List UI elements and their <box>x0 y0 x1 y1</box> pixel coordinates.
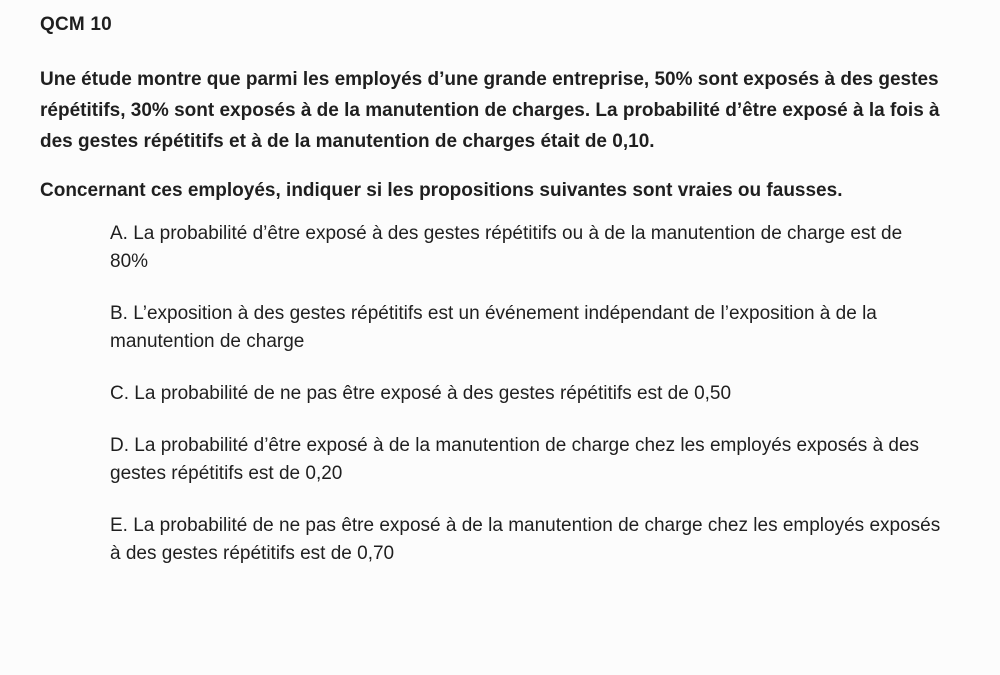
option-d <box>110 432 945 488</box>
option-text: La probabilité de ne pas être exposé à des gestes répétitifs est de 0,50 <box>134 383 732 404</box>
question-statement: Une étude montre que parmi les employés d’une grande entreprise, 50% sont exposés à des gestes répétitifs, 30% sont exposés à de la manutention de charges. La probabilité d’être exposé à la fois à des gestes répétitifs et à de la manutention de charges était de 0,10. <box>40 69 940 152</box>
option-e <box>110 512 945 568</box>
question-title: QCM 10 <box>40 14 112 35</box>
option-a <box>110 220 945 276</box>
option-text: La probabilité d’être exposé à de la manutention de charge chez les employés exposés à des gestes répétitifs est de 0,20 <box>110 435 920 484</box>
option-text: L’exposition à des gestes répétitifs est un événement indépendant de l’exposition à de la manutention de charge <box>110 303 877 352</box>
option-letter: C. <box>110 383 129 404</box>
option-letter: D. <box>110 435 129 456</box>
option-b <box>110 300 945 356</box>
option-letter: E. <box>110 515 128 536</box>
option-text: La probabilité de ne pas être exposé à de la manutention de charge chez les employés exposés à des gestes répétitifs est de 0,70 <box>110 515 941 564</box>
option-letter: A. <box>110 223 128 244</box>
option-text: La probabilité d’être exposé à des gestes répétitifs ou à de la manutention de charge est de 80% <box>110 223 903 272</box>
option-c <box>110 380 945 408</box>
answer-options <box>110 220 960 568</box>
option-letter: B. <box>110 303 128 324</box>
question-instruction: Concernant ces employés, indiquer si les propositions suivantes sont vraies ou fausses. <box>40 180 843 201</box>
